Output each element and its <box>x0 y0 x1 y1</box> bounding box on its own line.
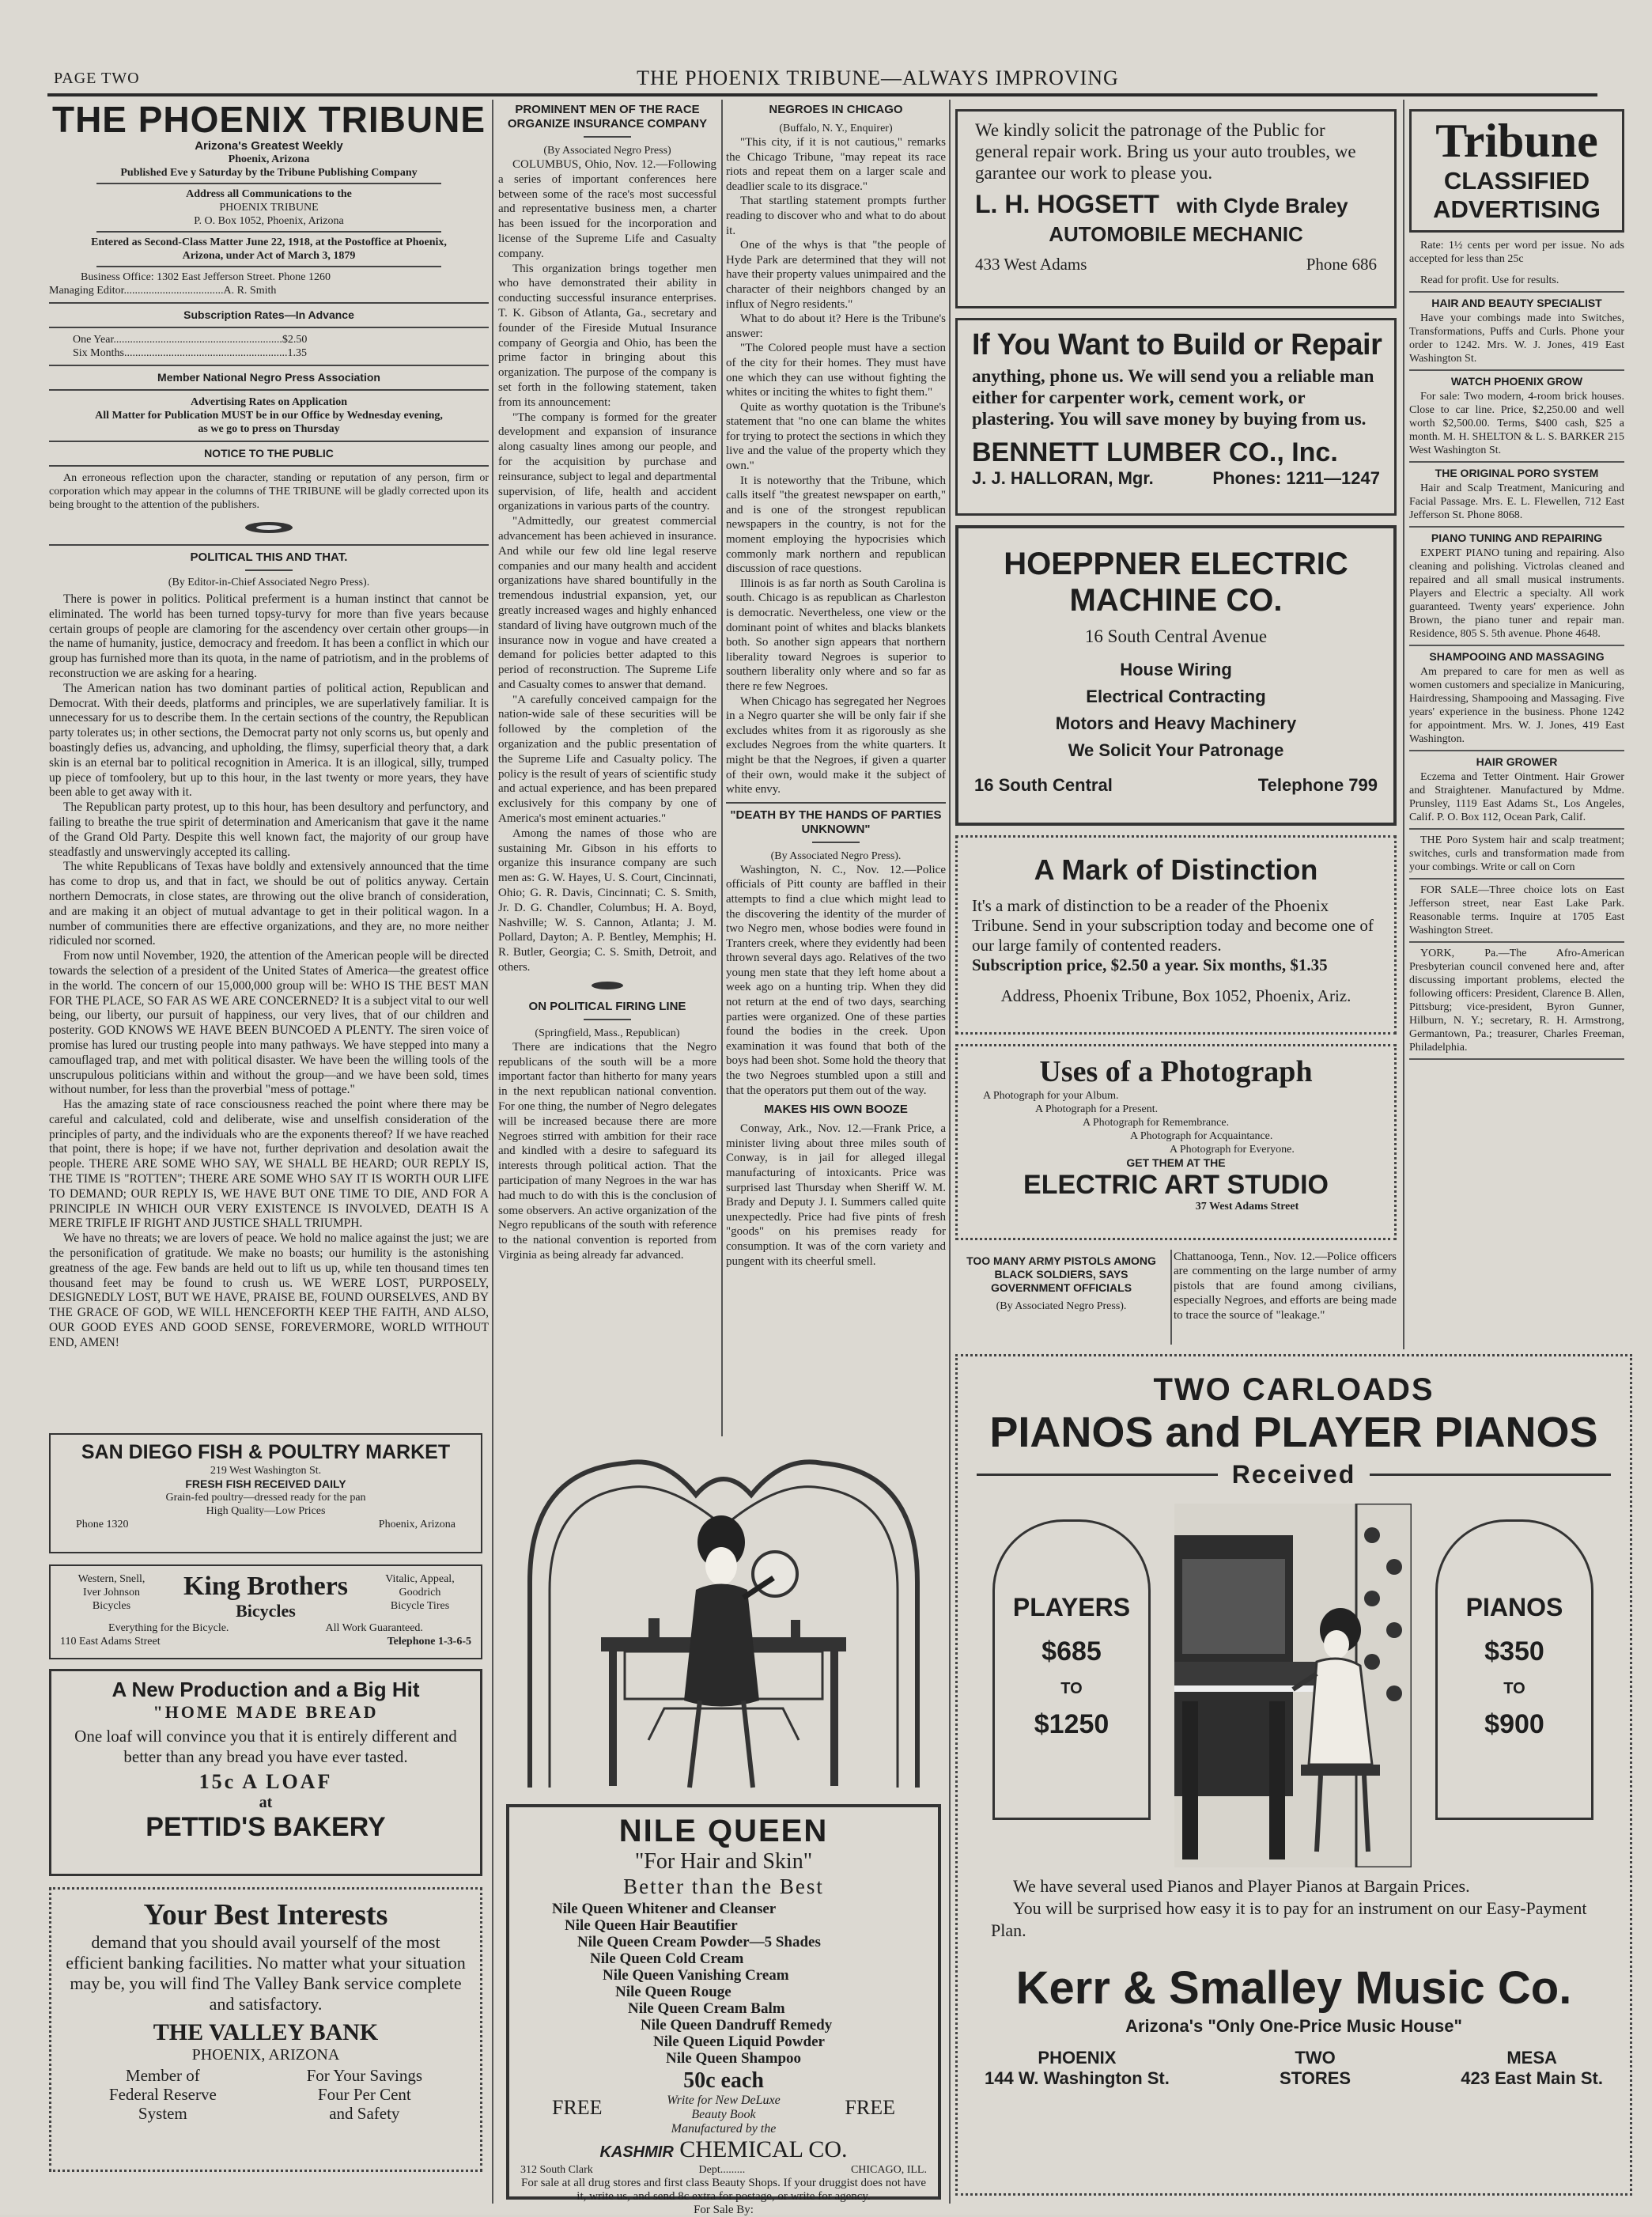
paragraph: Chattanooga, Tenn., Nov. 12.—Police officers are commenting on the large number of army pistols that are found among civilians, especially Negroes, and efforts are being made to trace the source of "leakage." <box>1174 1250 1397 1322</box>
paragraph: When Chicago has segregated her Negroes in a Negro quarter she will be only fair if she excludes whites from it as rigorously as she excludes Negroes from the white quarters. It might be that the Negroes, if given a quarter of their own, would make it the subject of white envy. <box>726 694 946 796</box>
ad-address: 16 South Central Avenue <box>1084 626 1268 646</box>
ad-text: Member of <box>125 2066 200 2085</box>
classified-item-head: HAIR AND BEAUTY SPECIALIST <box>1431 297 1602 309</box>
ad-text: A Photograph for your Album. <box>983 1090 1119 1102</box>
ad-pianos <box>955 1354 1632 2196</box>
ad-text: We have several used Pianos and Player Pianos at Bargain Prices. <box>1013 1876 1470 1896</box>
column-left <box>49 100 489 1428</box>
member-line: Member National Negro Press Association <box>157 371 380 384</box>
ad-address: 37 West Adams Street <box>1195 1201 1299 1213</box>
rate-one-year: One Year.............................................................$2.50 <box>73 334 308 346</box>
byline: (Buffalo, N. Y., Enquirer) <box>779 123 893 134</box>
store-city: MESA <box>1506 2048 1557 2068</box>
ad-text: with Clyde Braley <box>1176 194 1348 218</box>
classified-item-text: THE Poro System hair and scalp treatment; switches, curls and transformation made from your combings. Write or call on Corn <box>1409 834 1624 873</box>
article-head: MAKES HIS OWN BOOZE <box>764 1103 908 1117</box>
paragraph: There are indications that the Negro republicans of the south will be a more important factor than hitherto for many years in the next republican national convention. For one thing, the number of Negro delegates will be increased because there are more Negroes stirred with ambition for their race and kindled with a desire to safeguard its interests through political action. That the participation of many Negroes in the war has had much to do with this is the conclusion of some observers. An active organization of the Negro republicans of the south with reference to the national convention is reported from Virginia as being already far advanced. <box>498 1040 716 1262</box>
product-item: Nile Queen Hair Beautifier <box>565 1917 738 1934</box>
publication-line: as we go to press on Thursday <box>198 423 340 435</box>
classified-item <box>1409 650 1624 751</box>
classified-item-text: Eczema and Tetter Ointment. Hair Grower and Straightener. Manufactured by Mdme. Prunsley, 1119 East Adams St., Los Angeles, Calif. P. O. Box 112, Ocean Park, Calif. <box>1409 771 1624 823</box>
ad-distinction <box>955 835 1397 1035</box>
divider <box>1409 750 1624 751</box>
article-pistols-body <box>1174 1250 1397 1345</box>
address-line: Address all Communications to the <box>186 188 352 200</box>
product-item: Nile Queen Rouge <box>615 1984 731 2000</box>
masthead-published: Published Eve y Saturday by the Tribune Publishing Company <box>120 167 418 179</box>
ad-text: and Safety <box>329 2104 400 2123</box>
paragraph: There is power in politics. Political preferment is a human instinct that cannot be eliminated. The world has been turned topsy-turvy for more than five years because certain groups of people are clamoring for the ascendency over certain other groups—in the name of humanity, justice, democracy and freedom. It has been a conflict in which our group has furnished more than its quota, in the name of patriotism, and in the problems of reconstruction we are asking for a hearing. <box>49 592 489 680</box>
paragraph: That startling statement prompts further reading to discover who and what to do about it. <box>726 195 946 237</box>
masthead-city: Phoenix, Arizona <box>228 153 310 165</box>
divider <box>96 183 441 184</box>
price-label: PLAYERS <box>1012 1593 1131 1621</box>
divider <box>584 136 631 138</box>
column-three <box>726 100 946 1334</box>
woman-at-vanity-icon <box>506 1440 941 1803</box>
kashmir-logo: KASHMIR <box>599 2143 674 2161</box>
article-political <box>49 550 489 1351</box>
ad-headline: Your Best Interests <box>143 1898 388 1931</box>
divider <box>726 802 946 804</box>
ad-name: Kerr & Smalley Music Co. <box>1015 1962 1572 2014</box>
ad-service: Motors and Heavy Machinery <box>1055 713 1297 733</box>
price-to-label: TO <box>1060 1680 1083 1697</box>
classified-title: Tribune <box>1435 115 1598 167</box>
paragraph: Illinois is as far north as South Carolina is south. Chicago is as republican as Charleston is democratic. Nevertheless, one view or the dominant point of whites and blacks blankets both. So another sign appears that northern liberality toward Negroes is superior to southern liberality only where and so far as there re few Negroes. <box>726 577 946 693</box>
classified-item <box>1409 834 1624 880</box>
classified-item-text: For sale: Two modern, 4-room brick houses. Close to car line. Price, $2,250.00 and well worth $2,500.00. Terms, $400 cash, $25 a month. M. H. SHELTON & L. S. BARKER 215 West Washington St. <box>1409 391 1624 456</box>
divider <box>1409 941 1624 943</box>
ad-text: at <box>259 1794 273 1811</box>
header-rule <box>47 93 1597 96</box>
ad-bennett <box>955 318 1397 516</box>
product-item: Nile Queen Whitener and Cleanser <box>552 1901 777 1917</box>
paragraph: What to do about it? Here is the Tribune's answer: <box>726 312 946 340</box>
price-from: $685 <box>1041 1636 1102 1667</box>
classified-item-text: Am prepared to care for men as well as women customers and specialize in Manicuring, Hairdressing, Shampooing and Massaging. Five years' experience in the business. Phone 1242 for appointment. Mrs. W. J. Jones, 419 East Washington. <box>1409 666 1624 745</box>
classified-item-head: PIANO TUNING AND REPAIRING <box>1431 532 1603 544</box>
paragraph: Conway, Ark., Nov. 12.—Frank Price, a minister living about three miles south of Conway, is in jail for alleged illegal manufacturing of intoxicants. Price was surprised last Thursday when Sheriff W. M. Brady and Deputy J. I. Summers called quite unexpectedly. Price had five pints of fresh "goods" on his premises ready for consumption. It was of the corn variety and pungent with its cheerful smell. <box>726 1122 946 1268</box>
ad-headline: A Mark of Distinction <box>1034 853 1318 886</box>
article-head: POLITICAL THIS AND THAT. <box>190 550 348 564</box>
stores-label: STORES <box>1280 2068 1351 2088</box>
classified-item <box>1409 947 1624 1060</box>
classified-item-text: Hair and Scalp Treatment, Manicuring and Facial Passage. Mrs. E. L. Flewellen, 712 East Jefferson St. Phone 8068. <box>1409 482 1624 521</box>
ad-company: CHEMICAL CO. <box>679 2136 848 2162</box>
paragraph: We have no threats; we are lovers of peace. We hold no malice against the just; we are the personification of gratitude. We make no boasts; our humility is the astonishing greatness of the age. Few bands are held out to lift us up, while ten thousand times ten thousand feet may be found to crush us. WE WERE LOST, PURPOSELY, DESIGNEDLY LOST, BUT WE HAVE, PRAISE BE, FOUND OURSELVES, AND BY THE GRACE OF GOD, WE WILL HENCEFORTH KEEP THE FAITH, AND ALSO, OUR GOOD EYES AND GOOD SENSE, FOREVERMORE, WORLD WITHOUT END, AMEN! <box>49 1231 489 1349</box>
rate-six-months: Six Months...........................................................1.35 <box>73 347 307 359</box>
stores-label: TWO <box>1295 2048 1336 2068</box>
paragraph: Among the names of those who are sustaining Mr. Gibson in his efforts to organize this insurance company are such men as: G. W. Hayes, U. S. Court, Cincinnati, Ohio; G. R. Davis, Cincinnati; C. S. Smith, Jr. D. G. Chandler, Columbus; H. A. Boyd, Nashville; W. S. Cannon, Atlanta; J. M. Pollard, Dayton; A. P. Bentley, Memphis; H. R. Butler, Georgia; C. S. Smith, Detroit, and others. <box>498 827 716 974</box>
price-panel-pianos <box>1435 1519 1593 1820</box>
product-item: Nile Queen Cold Cream <box>590 1950 744 1967</box>
byline: (By Associated Negro Press). <box>996 1300 1127 1312</box>
ad-city: Phoenix, Arizona <box>378 1519 456 1530</box>
ad-text: It's a mark of distinction to be a reader of the Phoenix Tribune. Send in your subscription today and become one of our large family of contented readers. <box>972 896 1374 955</box>
ad-phone: Phone 1320 <box>76 1519 129 1530</box>
article-head: TOO MANY ARMY PISTOLS AMONG BLACK SOLDIERS, SAYS GOVERNMENT OFFICIALS <box>966 1254 1156 1294</box>
article-pistols <box>954 1250 1169 1345</box>
classified-item-head: HAIR GROWER <box>1476 755 1558 768</box>
ad-text: Bicycles <box>92 1600 131 1612</box>
column-rule <box>949 100 951 2204</box>
masthead-name: THE PHOENIX TRIBUNE <box>51 100 486 140</box>
classified-item-text: Have your combings made into Switches, Transformations, Puffs and Curls. Phone your order to 1242. Mrs. W. J. Jones, 419 East Washington St. <box>1409 312 1624 365</box>
free-label: FREE <box>552 2096 603 2119</box>
ad-dept: Dept......... <box>698 2164 746 2176</box>
article-insurance <box>498 103 716 975</box>
classified-item-text: YORK, Pa.—The Afro-American Presbyterian council convened here and, after discussing important problems, elected the following officers: President, Clarence B. Allen, Pittsburg; vice-president, Byron Gunner, Hilburn, N. Y.; secretary, R. H. Armstrong, Germantown, Pa.; treasurer, Charles Freeman, Philadelphia. <box>1409 948 1624 1054</box>
ad-phone: Telephone 1-3-6-5 <box>387 1636 471 1648</box>
piano-girl-icon <box>1174 1504 1412 1867</box>
classified-item-head: SHAMPOOING AND MASSAGING <box>1429 650 1605 663</box>
free-label: FREE <box>845 2096 895 2119</box>
ad-name: THE VALLEY BANK <box>153 2019 379 2045</box>
ad-nile-queen <box>506 1440 941 2216</box>
divider <box>49 389 489 391</box>
divider <box>1409 828 1624 830</box>
ad-text: GET THEM AT THE <box>1126 1156 1226 1169</box>
notice-text: An erroneous reflection upon the character, standing or reputation of any person, firm or corporation which may appear in the columns of THE TRIBUNE will be gladly corrected upon its being brought to the attention of the publishers. <box>49 472 489 511</box>
paragraph: The Republican party protest, up to this hour, has been desultory and perfunctory, and failing to breathe the true spirit of determination and Americanism that gave it the name of the Grand Old Party. Despite this well known fact, the majority of our group have steadfastly and unswervingly accepted its calling. <box>49 800 489 859</box>
ornament-icon <box>49 520 489 539</box>
ad-name: King Brothers <box>183 1572 349 1601</box>
ad-manager: J. J. HALLORAN, Mgr. <box>972 468 1154 488</box>
divider <box>812 842 860 843</box>
product-item: Nile Queen Cream Balm <box>628 2000 785 2017</box>
classified-item-text: FOR SALE—Three choice lots on East Jefferson street, near East Lake Park. Reasonable terms. Inquire at 1705 East Washington Street. <box>1409 884 1624 936</box>
price-panel-players <box>992 1519 1151 1820</box>
paragraph: The American nation has two dominant parties of political action, Republican and Democrat. With their deeds, platforms and principles, we are superlatively familiar. It is unnecessary for us to describe them. In the certain sections of the country, the Republican party tolerates us; in other sections, the Democrat party not only scorns us, but openly and boastingly defies us, advancing, and upholding, the flimsy, superficial theory that, a dark skin is an eternal bar to political recognition in America. It is an illogical, silly, trumped up piece of tomfoolery, but up to this hour, in the last twenty or more years, they have been able to get away with it. <box>49 681 489 800</box>
divider <box>49 302 489 304</box>
divider <box>1409 645 1624 646</box>
byline: (Springfield, Mass., Republican) <box>535 1027 680 1039</box>
paragraph: This organization brings together men who have demonstrated their ability in conducting successful insurance enterprises. T. K. Gibson of Atlanta, Ga., secretary and founder of the Fireside Mutual Insurance company of Georgia and Ohio, has been the prime factor in bringing about this organization. The purpose of the company is set forth in the following statement, taken from its announcement: <box>498 262 716 409</box>
divider <box>1409 461 1624 463</box>
ad-text: Everything for the Bicycle. <box>108 1622 229 1634</box>
ad-text: Manufactured by the <box>671 2122 777 2136</box>
ad-text: demand that you should avail yourself of the most efficient banking facilities. No matter what your situation may be, you will find The Valley Bank service complete and satisfactory. <box>66 1932 466 2014</box>
product-item: Nile Queen Cream Powder—5 Shades <box>577 1934 821 1950</box>
ad-subhead: Received <box>1231 1460 1356 1489</box>
store-address: 423 East Main St. <box>1461 2068 1603 2088</box>
ad-name: SAN DIEGO FISH & POULTRY MARKET <box>81 1441 451 1463</box>
ad-tagline: "For Hair and Skin" <box>634 1849 813 1874</box>
paragraph: The white Republicans of Texas have boldly and extensively announced that the time has come to drop us, and that in fact, we should be out of politics anyway. Certain northern Democrats, in close states, are throwing out the olive branch of consideration, and are making it an object of mutual advantage to get in their political wagon. In a number of communities there are effective organizations, and they are, no more neither ridiculed nor scorned. <box>49 860 489 948</box>
article-head: ON POLITICAL FIRING LINE <box>528 999 686 1013</box>
product-item: Nile Queen Shampoo <box>666 2050 802 2067</box>
ad-name: PETTID'S BAKERY <box>146 1812 386 1842</box>
ad-city: PHOENIX, ARIZONA <box>191 2046 340 2064</box>
ad-service: Electrical Contracting <box>1086 687 1266 706</box>
classified-item <box>1409 755 1624 830</box>
divider <box>1409 1058 1624 1060</box>
ad-service: House Wiring <box>1120 660 1232 679</box>
ad-text: Goodrich <box>399 1587 441 1598</box>
classified-read: Read for profit. Use for results. <box>1420 274 1559 286</box>
ad-headline: PIANOS and PLAYER PIANOS <box>989 1409 1598 1456</box>
ad-subhead: Better than the Best <box>623 1875 824 1898</box>
ad-name: ELECTRIC ART STUDIO <box>1023 1170 1329 1200</box>
ad-trade: AUTOMOBILE MECHANIC <box>1049 222 1303 246</box>
paragraph: Has the amazing state of race consciousness reached the point where there may be careful and calculated, cold and deliberate, wise and unselfish consideration of the principles of party, and the individuals who are the exponents thereof? If we have reached that point, there is hope; if we have not, further deprivation and desolation await the people. THERE ARE SOME WHO SAY, WE SHALL BE HEARD; OUR REPLY IS, THE TIME IS "ROTTEN"; THERE ARE SOME WHO SAY IT IS WORTH OUR LIFE TO DEMAND; OUR REPLY IS, WE HAVE BUT ONE TIME TO DIE, AND FOR A PRINCIPLE IN WHICH OUR VERY EXISTENCE IS INVOLVED, DEATH IS A MERE TRIFLE IF RIGHT AND JUSTICE SHALL TRIUMPH. <box>49 1098 489 1231</box>
product-list <box>520 1901 927 2067</box>
byline: (By Associated Negro Press) <box>543 145 671 157</box>
ad-city: CHICAGO, ILL. <box>850 2164 927 2176</box>
ad-name: MACHINE CO. <box>1069 583 1283 618</box>
masthead-tagline: Arizona's Greatest Weekly <box>195 139 343 153</box>
ad-headline: If You Want to Build or Repair <box>972 328 1382 361</box>
divider <box>1409 369 1624 371</box>
column-two <box>498 100 716 1436</box>
entered-line: Entered as Second-Class Matter June 22, 1918, at the Postoffice at Phoenix, <box>91 236 447 248</box>
paragraph: "The Colored people must have a section of the city for their homes. They must have one which they can use without fighting the whites or inciting the whites to fight them." <box>726 342 946 399</box>
classified-item <box>1409 375 1624 463</box>
classified-rate: Rate: 1½ cents per word per issue. No ads accepted for less than 25c <box>1409 240 1624 265</box>
ad-phone: Telephone 799 <box>1257 775 1378 795</box>
ad-headline: A New Production and a Big Hit <box>112 1678 420 1701</box>
store-city: PHOENIX <box>1038 2048 1117 2068</box>
ad-line: High Quality—Low Prices <box>206 1505 326 1517</box>
page-label: PAGE TWO <box>54 70 140 87</box>
ad-valley-bank <box>49 1887 482 2172</box>
paragraph: "A carefully conceived campaign for the nation-wide sale of these securities will be followed by the completion of the organization and the public presentation of the Supreme Life and Casualty policy. The policy is the result of years of scientific study and actual experience, and has been prepared exclusively for this company by one of America's most eminent actuaries." <box>498 693 716 826</box>
price-to: $900 <box>1484 1709 1544 1739</box>
ad-text: anything, phone us. We will send you a reliable man either for carpenter work, cement work, or plastering. You will save money by buying from us. <box>972 366 1374 429</box>
paragraph: Washington, N. C., Nov. 12.—Police officials of Pitt county are baffled in their attempts to find a clue which might lead to the discovering the identity of the murder of two Negro men, whose bodies were found in Tranters creek, where they evidently had been thrown several days ago. Relatives of the two young men state that they left home about a week ago on a hunting trip. When they did not return at the end of two days, searching parties were organized. One of these parties found the bodies in the creek. Upon examination it was found that both of the boys had been shot. Some hold the theory that the two Negroes stumbled upon a still and that the operators put them out of the way. <box>726 863 946 1097</box>
divider <box>584 1019 631 1020</box>
ad-text: Iver Johnson <box>83 1587 140 1598</box>
page-header-title: THE PHOENIX TRIBUNE—ALWAYS IMPROVING <box>637 66 1119 89</box>
classified-item-text: EXPERT PIANO tuning and repairing. Also cleaning and polishing. Victrolas cleaned and repaired and all small musical instruments. Players and Electric a specialty. All work guaranteed. Twenty years' experience. John Brown, the piano tuner and repair man. Residence, 805 S. 5th avenue. Phone 4648. <box>1409 547 1624 640</box>
ad-headline: Uses of a Photograph <box>1039 1055 1313 1088</box>
classified-header <box>1409 109 1624 233</box>
ad-hoeppner <box>955 525 1397 826</box>
ad-hogsett <box>955 109 1397 308</box>
ad-address: 433 West Adams <box>975 255 1087 274</box>
ad-king-brothers <box>49 1564 482 1659</box>
product-item: Nile Queen Liquid Powder <box>653 2034 825 2050</box>
business-office: Business Office: 1302 East Jefferson Street. Phone 1260 <box>81 271 331 283</box>
ad-fish-market <box>49 1433 482 1553</box>
managing-editor: Managing Editor....................................A. R. Smith <box>49 285 277 297</box>
divider <box>49 544 489 546</box>
divider <box>96 231 441 233</box>
ad-price: 15c A LOAF <box>198 1770 333 1793</box>
ad-line: Grain-fed poultry—dressed ready for the pan <box>165 1492 366 1504</box>
ad-text: Vitalic, Appeal, <box>385 1573 455 1585</box>
column-rule <box>1403 100 1404 1349</box>
ad-name: BENNETT LUMBER CO., Inc. <box>972 437 1338 467</box>
ad-street: 312 South Clark <box>520 2164 593 2176</box>
divider <box>1409 526 1624 528</box>
column-rule <box>492 100 493 2204</box>
ad-text: For Sale By: <box>694 2204 754 2216</box>
ad-text: All Work Guaranteed. <box>325 1622 423 1634</box>
price-to: $1250 <box>1034 1709 1110 1739</box>
article-head: "DEATH BY THE HANDS OF PARTIES UNKNOWN" <box>730 808 942 836</box>
classified-item <box>1409 883 1624 943</box>
ad-address: Address, Phoenix Tribune, Box 1052, Phoenix, Ariz. <box>1000 986 1351 1005</box>
entered-line: Arizona, under Act of March 3, 1879 <box>182 250 356 262</box>
ad-rates: Advertising Rates on Application <box>191 396 347 408</box>
ad-phone: Phone 686 <box>1306 255 1377 274</box>
price-from: $350 <box>1484 1636 1544 1667</box>
product-item: Nile Queen Dandruff Remedy <box>641 2017 833 2034</box>
divider <box>49 365 489 366</box>
nile-queen-logo: NILE QUEEN <box>618 1814 829 1848</box>
ad-slogan: Arizona's "Only One-Price Music House" <box>1125 2016 1462 2036</box>
ad-text: Federal Reserve <box>108 2085 217 2104</box>
divider <box>49 441 489 442</box>
paragraph: "Admittedly, our greatest commercial advancement has been achieved in insurance. And while our few old line legal reserve companies and our many health and accident organizations have shared bountifully in the tremendous industrial expansion, yet, our greatly increased wages and highly enhanced standard of living have outgrown much of the insurance now in vogue and have created a demand for policies better adapted to this period of reconstruction. The Supreme Life and Casualty comes to answer that demand. <box>498 515 716 691</box>
ad-text: System <box>138 2104 187 2123</box>
ad-price: Subscription price, $2.50 a year. Six months, $1.35 <box>972 955 1328 974</box>
paragraph: COLUMBUS, Ohio, Nov. 12.—Following a series of important conferences here between some of the race's most successful and representative business men, a charter has been issued for the incorporation and license of the Supreme Life and Casualty company. <box>498 158 716 260</box>
ad-text: One loaf will convince you that it is entirely different and better than any bread you have ever tasted. <box>74 1727 457 1766</box>
article-head: NEGROES IN CHICAGO <box>769 103 903 116</box>
classified-item <box>1409 467 1624 528</box>
ad-text: Bicycle Tires <box>390 1600 450 1612</box>
ad-text: A Photograph for Everyone. <box>1170 1144 1295 1156</box>
divider <box>49 465 489 467</box>
article-booze <box>726 1103 946 1269</box>
ad-service: We Solicit Your Patronage <box>1068 740 1284 760</box>
divider <box>96 266 441 267</box>
paragraph: "This city, if it is not cautious," remarks the Chicago Tribune, "may repeat its race riots and repeat them on a larger scale and deadlier scale to its disgrace." <box>726 136 946 193</box>
paragraph: It is noteworthy that the Tribune, which calls itself "the greatest newspaper on earth," and is one of the strongest republican newspapers in the country, is not for the moment employing the hypocrisies which commonly mark northern and republican discussion of race questions. <box>726 474 946 576</box>
ad-text: A Photograph for a Present. <box>1035 1103 1159 1115</box>
paragraph: One of the whys is that "the people of Hyde Park are determined that they will not have their property values unimpaired and the character of their neighbors changed by an influx of Negro residents." <box>726 239 946 311</box>
notice-head: NOTICE TO THE PUBLIC <box>204 447 334 460</box>
classified-item <box>1409 297 1624 371</box>
paragraph: From now until November, 1920, the attention of the American people will be directed towards the selection of a president of the United States of America—the greatest office in the world. The concern of our 15,000,000 group will be: WHO IS THE BEST MAN FOR THE PLACE, SO FAR AS WE ARE CONCERNED? It is a subject vital to our well being, our liberty, our pursuit of happiness, our very lives, that of our children and posterity. GOD KNOWS WE HAVE BEEN BUNCOED A PLENTY. The siren voice of promise has lured our trusting people into many pathways. We have stepped into many a camouflaged trap, and met with political disaster. We have been the willing tools of the unscrupulous politicians within and without the group—and we have been sold, times without number, for less than the proverbial "mess of pottage." <box>49 949 489 1097</box>
byline: (By Editor-in-Chief Associated Negro Press). <box>168 577 370 588</box>
classified-item <box>1409 532 1624 646</box>
ad-footer: For sale at all drug stores and first class Beauty Shops. If your druggist does not have it, write us, and send 8c extra for postage, or write for agency. <box>521 2177 926 2203</box>
ad-text: Western, Snell, <box>77 1573 146 1585</box>
subscription-head: Subscription Rates—In Advance <box>183 308 354 321</box>
divider <box>245 569 293 571</box>
ad-name: HOEPPNER ELECTRIC <box>1004 547 1348 581</box>
price-label: PIANOS <box>1465 1593 1563 1621</box>
ad-headline: TWO CARLOADS <box>1153 1372 1435 1407</box>
address-line: P. O. Box 1052, Phoenix, Arizona <box>194 215 344 227</box>
masthead <box>49 100 489 546</box>
ad-name: L. H. HOGSETT <box>975 190 1159 218</box>
ad-photo-studio <box>955 1044 1397 1240</box>
article-head: PROMINENT MEN OF THE RACE ORGANIZE INSURANCE COMPANY <box>507 103 708 131</box>
ad-price: 50c each <box>683 2068 764 2093</box>
article-chicago <box>726 103 946 797</box>
ad-text: You will be surprised how easy it is to pay for an instrument on our Easy-Payment Plan. <box>991 1898 1587 1940</box>
ad-bakery <box>49 1669 482 1876</box>
ad-text: For Your Savings <box>306 2066 423 2085</box>
product-item: Nile Queen Vanishing Cream <box>603 1967 789 1984</box>
divider <box>1409 878 1624 880</box>
ad-text: We kindly solicit the patronage of the Public for general repair work. Bring us your auto troubles, we garantee our work to please you. <box>975 120 1356 183</box>
address-line: PHOENIX TRIBUNE <box>219 202 319 214</box>
ad-address: 16 South Central <box>974 775 1113 795</box>
beauty-book-offer: Write for New DeLuxe Beauty Book <box>667 2094 781 2121</box>
ad-address: 110 East Adams Street <box>60 1636 161 1648</box>
column-rule <box>1170 1250 1172 1345</box>
ornament-icon <box>498 980 716 995</box>
store-address: 144 W. Washington St. <box>985 2068 1170 2088</box>
ad-text: A Photograph for Remembrance. <box>1083 1117 1230 1129</box>
divider <box>49 327 489 328</box>
ad-line: FRESH FISH RECEIVED DAILY <box>185 1477 346 1490</box>
classified-column <box>1409 109 1624 1340</box>
ad-address: 219 West Washington St. <box>210 1465 322 1477</box>
classified-title: CLASSIFIED <box>1443 167 1590 195</box>
classified-item-head: THE ORIGINAL PORO SYSTEM <box>1435 467 1599 479</box>
price-to-label: TO <box>1503 1680 1525 1697</box>
ad-subhead: "HOME MADE BREAD <box>153 1702 379 1722</box>
paragraph: "The company is formed for the greater development and expansion of insurance along casualty lines among our people, and for the acquisition by purchase and reinsurance, subject to legal and departmental supervision, of life, health and accident organizations in various parts of the country. <box>498 410 716 513</box>
classified-item-head: WATCH PHOENIX GROW <box>1450 375 1583 388</box>
article-firing-line <box>498 1000 716 1263</box>
article-death <box>726 808 946 1099</box>
ad-phone: Phones: 1211—1247 <box>1212 468 1380 488</box>
divider <box>1409 291 1624 293</box>
classified-title: ADVERTISING <box>1433 195 1601 223</box>
column-rule <box>721 100 723 1436</box>
ad-sub: Bicycles <box>236 1601 296 1621</box>
byline: (By Associated Negro Press). <box>770 849 902 862</box>
paragraph: Quite as worthy quotation is the Tribune's statement that "no one can blame the whites for trying to protect the sections in which they live and the value of the property which they own." <box>726 400 946 473</box>
ad-text: A Photograph for Acquaintance. <box>1130 1130 1273 1142</box>
publication-line: All Matter for Publication MUST be in our Office by Wednesday evening, <box>95 410 443 422</box>
ad-text: Four Per Cent <box>317 2085 411 2104</box>
